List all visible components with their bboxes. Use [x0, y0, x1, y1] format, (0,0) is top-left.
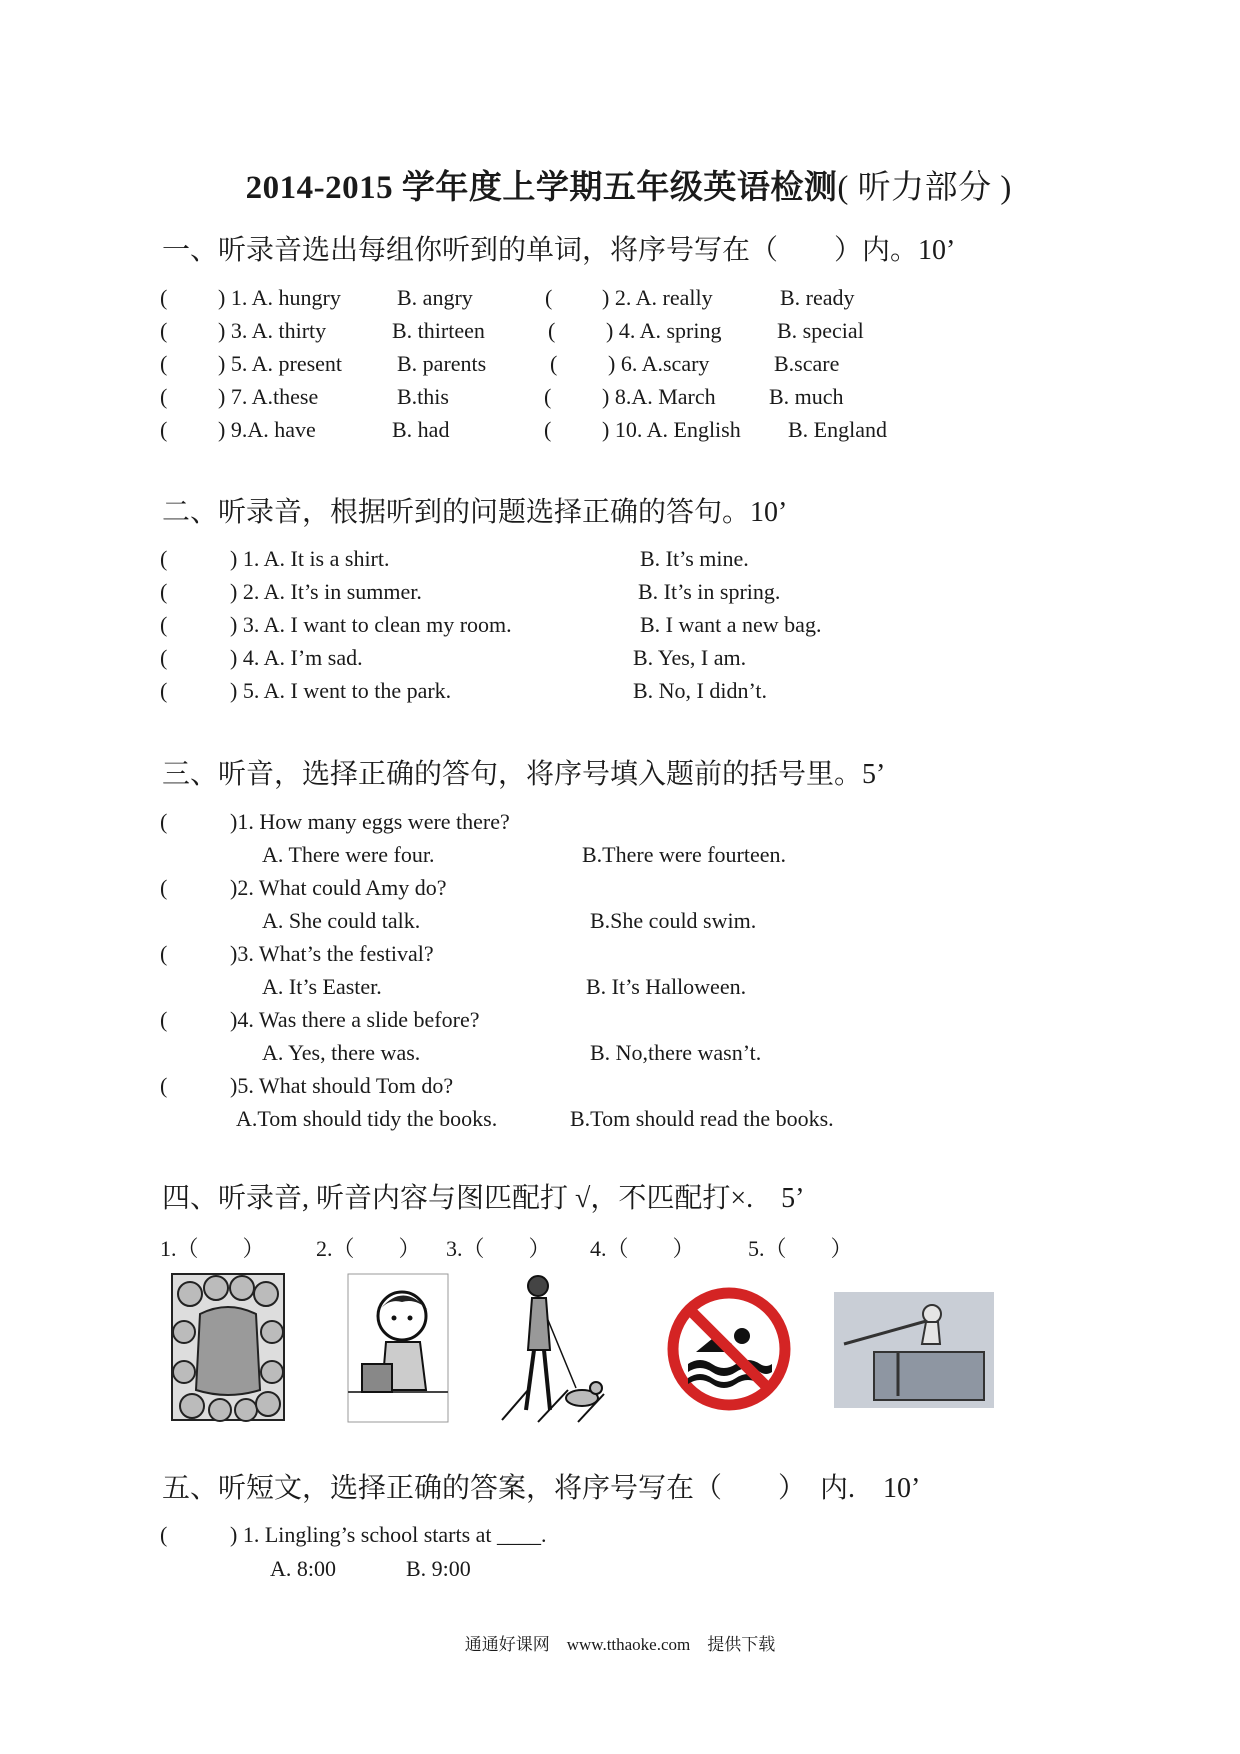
answer-blank-2[interactable]: 2.（ ）	[316, 1236, 421, 1261]
part1-question: ) 2. A. really	[602, 285, 713, 310]
part3-paren[interactable]: (	[160, 941, 168, 966]
part1-question: ) 9.A. have	[218, 417, 316, 442]
part1-paren[interactable]: (	[160, 318, 168, 343]
part3-option-b: B.There were fourteen.	[582, 842, 787, 867]
part1-question: ) 10. A. English	[602, 417, 741, 442]
part1-question: ) 1. A. hungry	[218, 285, 341, 310]
slide-playground-picture	[834, 1292, 994, 1408]
part3-paren[interactable]: (	[160, 809, 168, 834]
answer-blank-3[interactable]: 3.（ ）	[446, 1236, 551, 1261]
part2-option-a: ) 3. A. I want to clean my room.	[230, 612, 512, 637]
title-main: 2014-2015 学年度上学期五年级英语检测	[245, 170, 838, 206]
answer-blank-5[interactable]: 5.（ ）	[748, 1236, 853, 1261]
part3-heading: 三、听音，选择正确的答句，将序号填入题前的括号里。5’	[162, 759, 886, 790]
part1-question: ) 8.A. March	[602, 384, 716, 409]
part2-paren[interactable]: (	[160, 579, 168, 604]
part1-option-b: B. England	[788, 417, 887, 442]
part2-option-b: B. No, I didn’t.	[633, 678, 768, 703]
part1-question: ) 5. A. present	[218, 351, 343, 376]
part3-question: )2. What could Amy do?	[230, 875, 447, 900]
part5-option-b: B. 9:00	[406, 1556, 471, 1581]
part1-paren[interactable]: (	[160, 417, 168, 442]
part1-option-b: B. thirteen	[392, 318, 485, 343]
park-trees-picture	[170, 1272, 286, 1422]
part3-option-a: A.Tom should tidy the books.	[236, 1106, 498, 1131]
part1-paren[interactable]: (	[160, 384, 168, 409]
part1-paren[interactable]: (	[550, 351, 558, 376]
part4-heading: 四、听录音, 听音内容与图匹配打 √，不匹配打×. 5’	[162, 1183, 805, 1214]
answer-blank-4[interactable]: 4.（ ）	[590, 1236, 695, 1261]
part1-paren[interactable]: (	[160, 285, 168, 310]
part3-option-a: A. Yes, there was.	[262, 1040, 421, 1065]
part2-option-a: ) 4. A. I’m sad.	[230, 645, 363, 670]
part5-option-a: A. 8:00	[270, 1556, 336, 1581]
part1-option-b: B.scare	[774, 351, 840, 376]
part3-option-a: A. It’s Easter.	[262, 974, 382, 999]
part3-option-b: B.She could swim.	[590, 908, 757, 933]
part2-option-b: B. I want a new bag.	[640, 612, 822, 637]
part3-option-b: B.Tom should read the books.	[570, 1106, 834, 1131]
part3-option-a: A. She could talk.	[262, 908, 421, 933]
part1-option-b: B. special	[777, 318, 864, 343]
footer-source: 通通好课网 www.tthaoke.com 提供下载	[464, 1635, 776, 1654]
part1-paren[interactable]: (	[548, 318, 556, 343]
part5-heading: 五、听短文，选择正确的答案，将序号写在（ ） 内. 10’	[162, 1473, 921, 1504]
part2-option-a: ) 2. A. It’s in summer.	[230, 579, 422, 604]
part3-paren[interactable]: (	[160, 1073, 168, 1098]
part1-option-b: B. much	[769, 384, 844, 409]
part5-paren[interactable]: (	[160, 1522, 168, 1547]
part1-option-b: B. had	[392, 417, 450, 442]
part1-heading: 一、听录音选出每组你听到的单词，将序号写在（ ）内。10’	[162, 235, 956, 266]
part3-paren[interactable]: (	[160, 1007, 168, 1032]
part1-question: ) 4. A. spring	[606, 318, 722, 343]
part2-option-b: B. It’s mine.	[640, 546, 749, 571]
part5-question: ) 1. Lingling’s school starts at ____.	[230, 1522, 547, 1547]
part2-option-a: ) 1. A. It is a shirt.	[230, 546, 390, 571]
part3-option-b: B. No,there wasn’t.	[590, 1040, 762, 1065]
part1-option-b: B. ready	[780, 285, 855, 310]
part2-option-b: B. It’s in spring.	[638, 579, 781, 604]
part3-option-b: B. It’s Halloween.	[586, 974, 747, 999]
part3-paren[interactable]: (	[160, 875, 168, 900]
part1-question: ) 6. A.scary	[608, 351, 710, 376]
part1-question: ) 7. A.these	[218, 384, 319, 409]
part2-option-a: ) 5. A. I went to the park.	[230, 678, 452, 703]
part2-paren[interactable]: (	[160, 612, 168, 637]
part2-paren[interactable]: (	[160, 645, 168, 670]
girl-cleaning-picture	[346, 1272, 450, 1424]
man-walking-dog-picture	[498, 1270, 610, 1426]
part3-option-a: A. There were four.	[262, 842, 435, 867]
part1-paren[interactable]: (	[160, 351, 168, 376]
part3-question: )4. Was there a slide before?	[230, 1007, 480, 1032]
part1-paren[interactable]: (	[545, 285, 553, 310]
no-swimming-sign-picture	[666, 1286, 792, 1412]
part2-paren[interactable]: (	[160, 546, 168, 571]
part3-question: )1. How many eggs were there?	[230, 809, 510, 834]
part1-paren[interactable]: (	[544, 384, 552, 409]
part1-paren[interactable]: (	[544, 417, 552, 442]
part1-question: ) 3. A. thirty	[218, 318, 327, 343]
part2-paren[interactable]: (	[160, 678, 168, 703]
part3-question: )5. What should Tom do?	[230, 1073, 454, 1098]
part1-option-b: B. parents	[397, 351, 487, 376]
page-title	[0, 124, 1240, 208]
answer-blank-1[interactable]: 1.（ ）	[160, 1236, 265, 1261]
part2-heading: 二、听录音，根据听到的问题选择正确的答句。10’	[162, 497, 788, 528]
part3-question: )3. What’s the festival?	[230, 941, 434, 966]
part2-option-b: B. Yes, I am.	[633, 645, 747, 670]
title-sub: ( 听力部分 )	[837, 170, 1012, 206]
part1-option-b: B.this	[397, 384, 449, 409]
part1-option-b: B. angry	[397, 285, 473, 310]
